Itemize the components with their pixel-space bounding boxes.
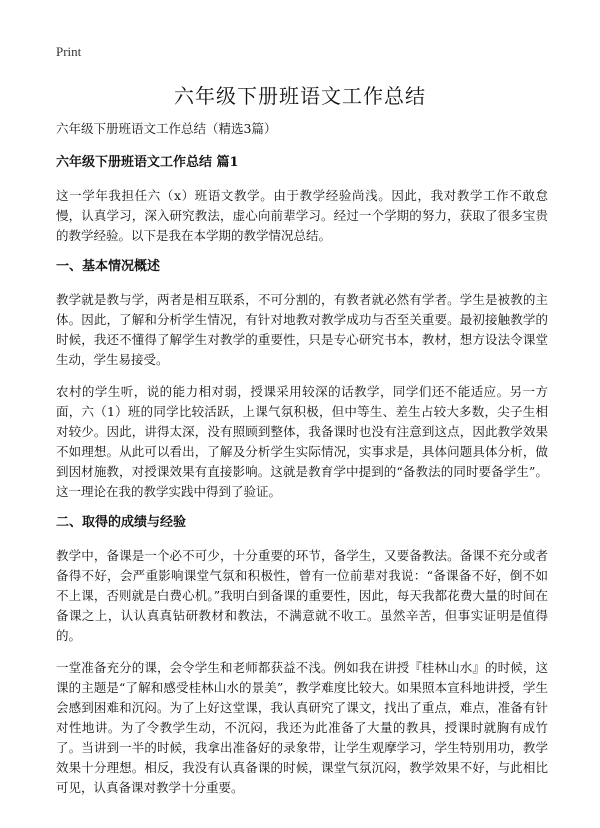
- heading-basic-situation: 一、基本情况概述: [56, 259, 161, 274]
- intro-paragraph: 这一学年我担任六（x）班语文教学。由于教学经验尚浅。因此，我对教学工作不敢怠慢，认真学习，深入研究教法，虚心向前辈学习。经过一个学期的努力，获取了很多宝贵的教学经验。以下是我在本学期的教学情况总结。: [56, 188, 548, 243]
- page-title: 六年级下册班语文工作总结: [174, 84, 426, 108]
- print-link[interactable]: Print: [56, 44, 82, 59]
- document-subtitle: 六年级下册班语文工作总结（精选3篇）: [56, 121, 277, 136]
- section-heading: 六年级下册班语文工作总结 篇1: [56, 155, 239, 170]
- paragraph-3: 教学中，备课是一个必不可少，十分重要的环节，备学生，又要备教法。备课不充分或者备得不好，会严重影响课堂气氛和积极性，曾有一位前辈对我说：“备课备不好，倒不如不上课，否则就是白费心机。”我明白到备课的重要性，因此，每天我都花费大量的时间在备课之上，认认真真钻研教材和教法，不满意就不收工。虽然辛苦，但事实证明是值得的。: [56, 548, 548, 643]
- paragraph-2: 农村的学生听，说的能力相对弱，授课采用较深的话教学，同学们还不能适应。另一方面，六（1）班的同学比较活跃，上课气氛积极，但中等生、差生占较大多数，尖子生相对较少。因此，讲得太深，没有照顾到整体，我备课时也没有注意到这点，因此教学效果不如理想。从此可以看出，了解及分析学生实际情况，实事求是，具体问题具体分析，做到因材施教，对授课效果有直接影响。这就是教育学中提到的“备教法的同时要备学生”。这一理论在我的教学实践中得到了验证。: [56, 384, 548, 499]
- document-body: [56, 120, 548, 810]
- paragraph-4: 一堂准备充分的课，会令学生和老师都获益不浅。例如我在讲授『桂林山水』的时候，这课的主题是“了解和感受桂林山水的景美”，教学难度比较大。如果照本宣科地讲授，学生会感到困难和沉闷。为了上好这堂课，我认真研究了课文，找出了重点，难点，准备有针对性地讲。为了令教学生动，不沉闷，我还为此准备了大量的教具，授课时就胸有成竹了。当讲到一半的时候，我拿出准备好的录象带，让学生观摩学习，学生特别用功，教学效果十分理想。相反，我没有认真备课的时候，课堂气氛沉闷，教学效果不好，与此相比可见，认真备课对教学十分重要。: [56, 660, 548, 795]
- paragraph-1: 教学就是教与学，两者是相互联系，不可分割的，有教者就必然有学者。学生是被教的主体。因此，了解和分析学生情况，有针对地教对教学成功与否至关重要。最初接触教学的时候，我还不懂得了解学生对教学的重要性，只是专心研究书本，教材，想方设法令课堂生动，学生易接受。: [56, 292, 548, 367]
- heading-achievements: 二、取得的成绩与经验: [56, 515, 187, 530]
